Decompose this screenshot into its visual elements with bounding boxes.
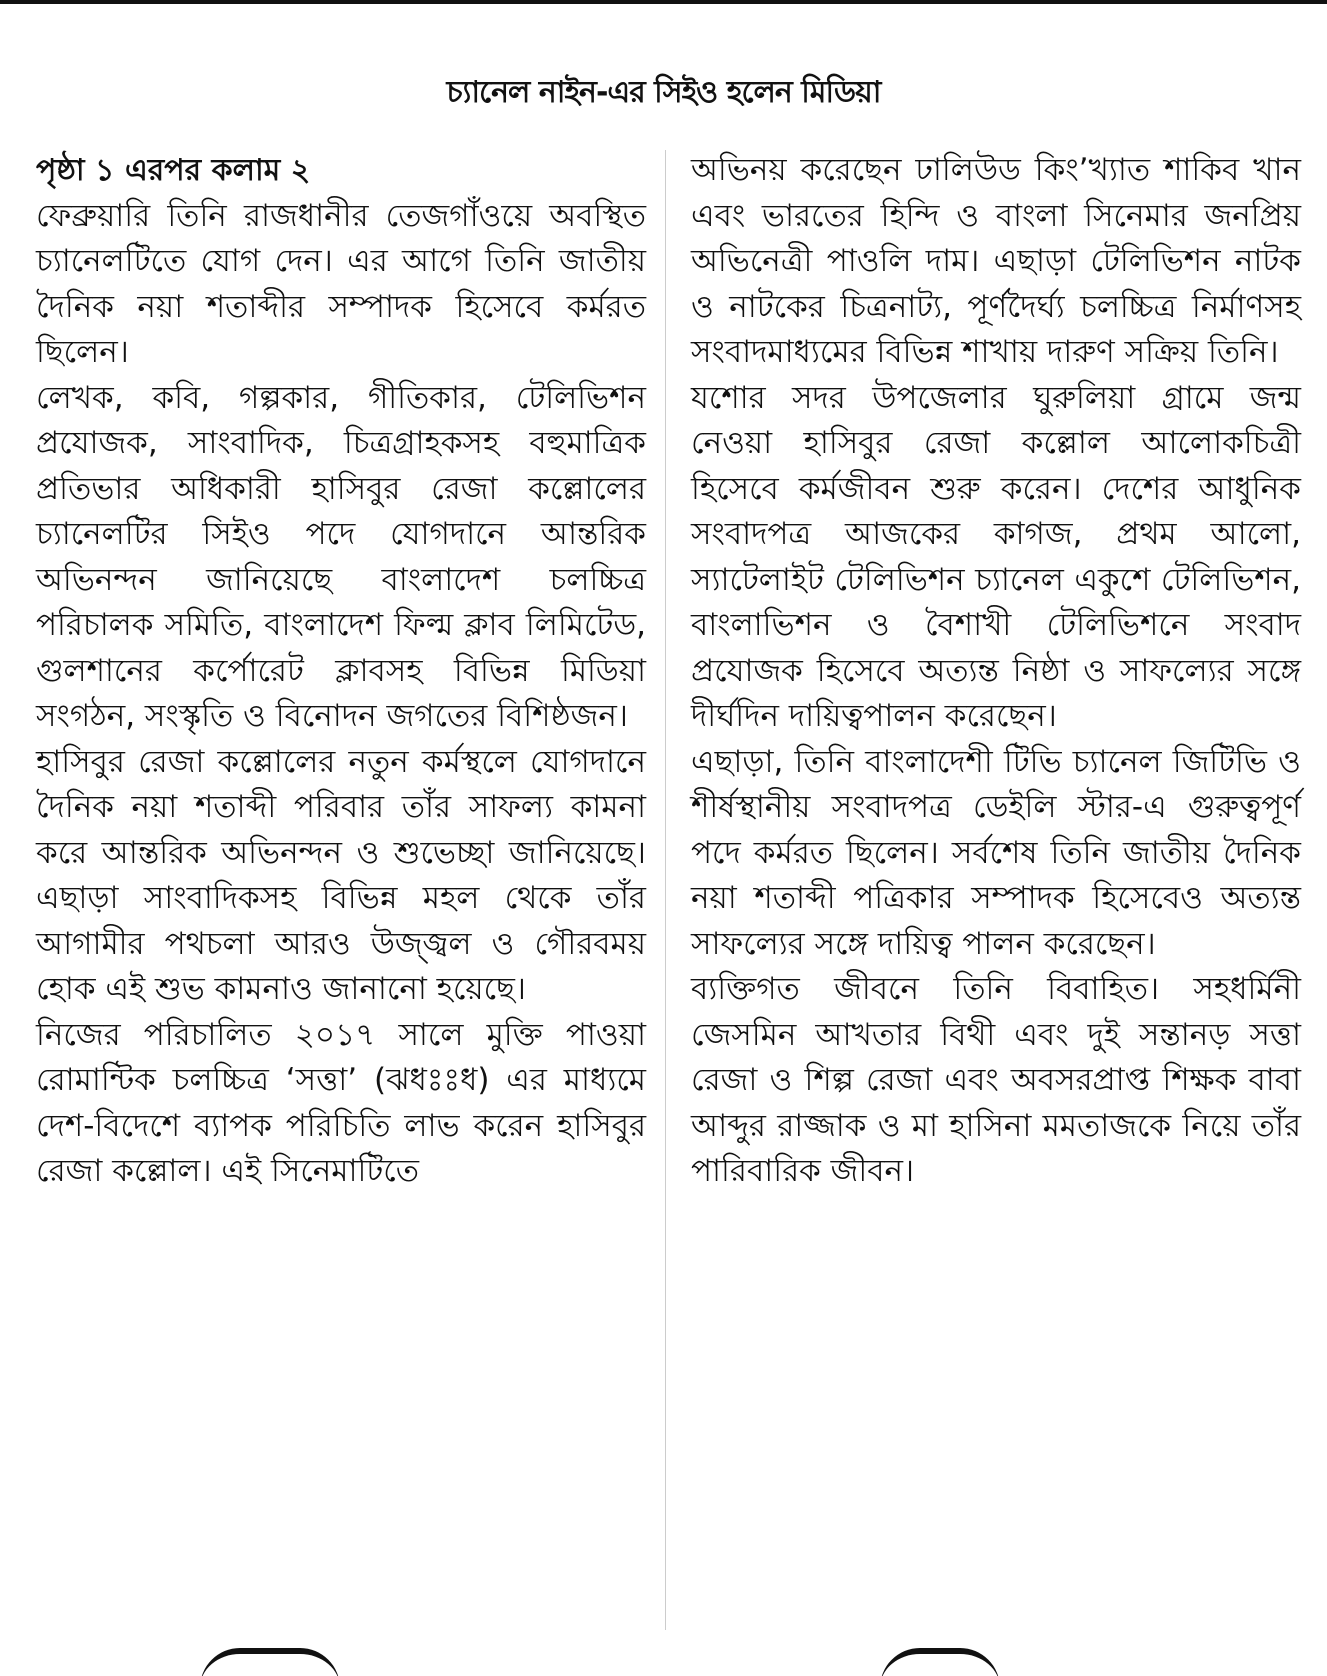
article-paragraph: যশোর সদর উপজেলার ঘুরুলিয়া গ্রামে জন্ম নেওয়া হাসিবুর রেজা কল্লোল আলোকচিত্রী হিসেবে কর্মজীবন শুরু করেন। দেশের আধুনিক সংবাদপত্র আজকের কাগজ, প্রথম আলো, স্যাটেলাইট টেলিভিশন চ্যানেল একুশে টেলিভিশন, বাংলাভিশন ও বৈশাখী টেলিভিশনে সংবাদ প্রযোজক হিসেবে অত্যন্ত নিষ্ঠা ও সাফল্যের সঙ্গে দীর্ঘদিন দায়িত্বপালন করেছেন। xyxy=(691,379,1301,734)
article-paragraph: এছাড়া, তিনি বাংলাদেশী টিভি চ্যানেল জিটিভি ও শীর্ষস্থানীয় সংবাদপত্র ডেইলি স্টার-এ গুরুত্বপূর্ণ পদে কর্মরত ছিলেন। সর্বশেষ তিনি জাতীয় দৈনিক নয়া শতাব্দী পত্রিকার সম্পাদক হিসেবেও অত্যন্ত সাফল্যের সঙ্গে দায়িত্ব পালন করেছেন। xyxy=(691,743,1301,962)
article-paragraph: অভিনয় করেছেন ঢালিউড কিং’খ্যাত শাকিব খান এবং ভারতের হিন্দি ও বাংলা সিনেমার জনপ্রিয় অভিনেত্রী পাওলি দাম। এছাড়া টেলিভিশন নাটক ও নাটকের চিত্রনাট্য, পূর্ণদৈর্ঘ্য চলচ্চিত্র নির্মাণসহ সংবাদমাধ্যমের বিভিন্ন শাখায় দারুণ সক্রিয় তিনি। xyxy=(691,152,1301,370)
article-paragraph: ফেব্রুয়ারি তিনি রাজধানীর তেজগাঁওয়ে অবস্থিত চ্যানেলটিতে যোগ দেন। এর আগে তিনি জাতীয় দৈনিক নয়া শতাব্দীর সম্পাদক হিসেবে কর্মরত ছিলেন। xyxy=(36,197,646,370)
cropped-glyph xyxy=(880,1648,1000,1676)
left-column xyxy=(36,148,646,1195)
headline: চ্যানেল নাইন-এর সিইও হলেন মিডিয়া xyxy=(446,75,881,111)
cropped-glyph xyxy=(200,1648,340,1676)
article-paragraph: হাসিবুর রেজা কল্লোলের নতুন কর্মস্থলে যোগদানে দৈনিক নয়া শতাব্দী পরিবার তাঁর সাফল্য কামনা করে আন্তরিক অভিনন্দন ও শুভেচ্ছা জানিয়েছে। এছাড়া সাংবাদিকসহ বিভিন্ন মহল থেকে তাঁর আগামীর পথচলা আরও উজ্জ্বল ও গৌরবময় হোক এই শুভ কামনাও জানানো হয়েছে। xyxy=(36,743,646,1007)
top-rule xyxy=(0,0,1327,4)
column-divider xyxy=(665,150,666,1630)
next-headline-fragment xyxy=(0,1648,1327,1676)
article-paragraph: লেখক, কবি, গল্পকার, গীতিকার, টেলিভিশন প্রযোজক, সাংবাদিক, চিত্রগ্রাহকসহ বহুমাত্রিক প্রতিভার অধিকারী হাসিবুর রেজা কল্লোলের চ্যানেলটির সিইও পদে যোগদানে আন্তরিক অভিনন্দন জানিয়েছে বাংলাদেশ চলচ্চিত্র পরিচালক সমিতি, বাংলাদেশ ফিল্ম ক্লাব লিমিটেড, গুলশানের কর্পোরেট ক্লাবসহ বিভিন্ন মিডিয়া সংগঠন, সংস্কৃতি ও বিনোদন জগতের বিশিষ্ঠজন। xyxy=(36,379,646,734)
article-paragraph: নিজের পরিচালিত ২০১৭ সালে মুক্তি পাওয়া রোমান্টিক চলচ্চিত্র ‘সত্তা’ (ঝধঃঃধ) এর মাধ্যমে দেশ-বিদেশে ব্যাপক পরিচিতি লাভ করেন হাসিবুর রেজা কল্লোল। এই সিনেমাটিতে xyxy=(36,1016,646,1189)
article-paragraph: ব্যক্তিগত জীবনে তিনি বিবাহিত। সহধর্মিনী জেসমিন আখতার বিথী এবং দুই সন্তানড় সত্তা রেজা ও শিল্প রেজা এবং অবসরপ্রাপ্ত শিক্ষক বাবা আব্দুর রাজ্জাক ও মা হাসিনা মমতাজকে নিয়ে তাঁর পারিবারিক জীবন। xyxy=(691,971,1301,1189)
jump-line: পৃষ্ঠা ১ এরপর কলাম ২ xyxy=(36,153,311,188)
right-column xyxy=(691,148,1301,1195)
